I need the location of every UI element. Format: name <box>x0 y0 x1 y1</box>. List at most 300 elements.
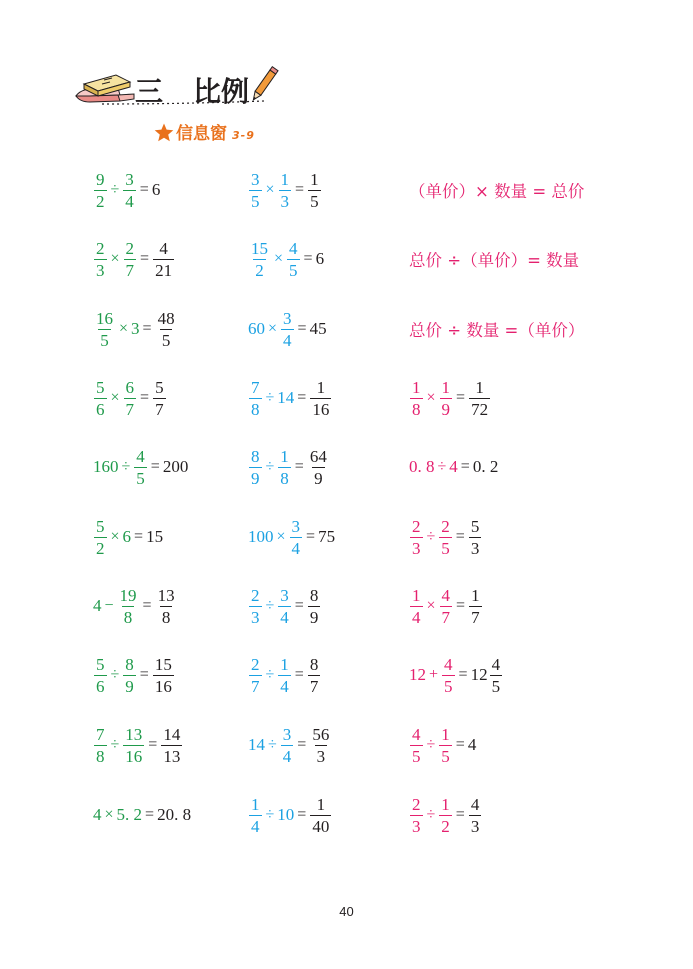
denominator: 8 <box>280 468 289 488</box>
operator: ÷ <box>426 736 436 753</box>
numerator: 3 <box>125 169 134 189</box>
fraction <box>439 726 452 765</box>
equation <box>409 299 584 359</box>
equation <box>93 437 189 497</box>
equation <box>248 645 321 705</box>
fraction <box>287 240 300 279</box>
answer-fraction <box>310 379 331 418</box>
equals-sign: = <box>297 736 307 753</box>
word-equation: （单价）× 数量 = 总价 <box>409 182 585 201</box>
denominator: 3 <box>251 607 260 627</box>
numerator: 1 <box>310 169 319 189</box>
equals-sign: = <box>294 458 304 475</box>
equation <box>93 229 175 289</box>
denominator: 5 <box>310 191 319 211</box>
number: 100 <box>248 527 274 546</box>
operator: ÷ <box>121 458 131 475</box>
numerator: 64 <box>309 446 327 466</box>
equals-sign: = <box>455 736 465 753</box>
answer-value: 75 <box>318 527 336 546</box>
number: 3 <box>131 319 140 338</box>
numerator: 1 <box>251 794 260 814</box>
numerator: 1 <box>280 654 289 674</box>
answer-value: 20. 8 <box>157 805 192 824</box>
equals-sign: = <box>458 666 468 683</box>
numerator: 4 <box>136 446 145 466</box>
equals-sign: = <box>139 666 149 683</box>
equals-sign: = <box>306 528 316 545</box>
numerator: 1 <box>316 794 326 814</box>
number: 4 <box>93 805 102 824</box>
numerator: 15 <box>251 238 268 258</box>
operator: ÷ <box>265 389 275 406</box>
numerator: 1 <box>316 377 326 397</box>
equals-sign: = <box>297 806 307 823</box>
denominator: 6 <box>96 399 105 419</box>
answer-fraction <box>153 656 174 695</box>
fraction <box>440 379 453 418</box>
denominator: 13 <box>163 746 181 766</box>
denominator: 8 <box>123 607 133 627</box>
numerator: 5 <box>155 377 164 397</box>
equals-sign: = <box>145 806 155 823</box>
denominator: 3 <box>470 816 480 836</box>
fraction <box>249 796 262 835</box>
numerator: 13 <box>157 585 175 605</box>
denominator: 5 <box>161 330 171 350</box>
equals-sign: = <box>148 736 158 753</box>
number: 10 <box>277 805 295 824</box>
numerator: 1 <box>441 724 450 744</box>
numerator: 15 <box>154 654 172 674</box>
denominator: 7 <box>471 607 480 627</box>
denominator: 16 <box>312 399 330 419</box>
equation <box>409 229 579 289</box>
answer-fraction <box>161 726 182 765</box>
answer-value: 45 <box>309 319 327 338</box>
denominator: 5 <box>441 538 450 558</box>
operator: × <box>110 250 120 267</box>
numerator: 4 <box>444 654 453 674</box>
fraction <box>94 656 107 695</box>
denominator: 8 <box>161 607 171 627</box>
numerator: 7 <box>251 377 260 397</box>
answer-fraction <box>490 656 503 695</box>
equals-sign: = <box>142 597 152 614</box>
answer-value: 200 <box>162 457 189 476</box>
number: 6 <box>122 527 132 546</box>
exercise-row <box>0 368 693 428</box>
fraction <box>249 240 270 279</box>
answer-fraction <box>469 518 482 557</box>
denominator: 7 <box>309 676 319 696</box>
fraction <box>442 656 455 695</box>
denominator: 5 <box>441 746 450 766</box>
fraction <box>249 587 262 626</box>
fraction <box>249 171 262 210</box>
numerator: 8 <box>309 654 319 674</box>
equation <box>409 576 483 636</box>
equals-sign: = <box>297 320 307 337</box>
answer-fraction <box>469 796 482 835</box>
denominator: 40 <box>312 816 330 836</box>
word-equation: 总价 ÷ 数量 =（单价） <box>409 321 585 340</box>
exercise-row <box>0 299 693 359</box>
numerator: 3 <box>282 724 292 744</box>
numerator: 2 <box>441 516 450 536</box>
denominator: 3 <box>470 538 480 558</box>
denominator: 5 <box>491 676 501 696</box>
equation <box>248 507 336 567</box>
equals-sign: = <box>455 528 465 545</box>
numerator: 7 <box>96 724 105 744</box>
numerator: 1 <box>475 377 484 397</box>
fraction <box>124 240 137 279</box>
equation <box>409 437 499 497</box>
numerator: 2 <box>125 238 135 258</box>
numerator: 3 <box>280 585 289 605</box>
equation <box>409 160 584 220</box>
equals-sign: = <box>142 320 152 337</box>
denominator: 5 <box>136 468 145 488</box>
fraction <box>278 587 291 626</box>
denominator: 3 <box>280 191 290 211</box>
denominator: 4 <box>291 538 301 558</box>
numerator: 5 <box>470 516 480 536</box>
denominator: 16 <box>154 676 172 696</box>
fraction <box>249 656 262 695</box>
denominator: 4 <box>251 816 260 836</box>
answer-value: 4 <box>467 735 477 754</box>
fraction <box>123 726 144 765</box>
word-equation: 总价 ÷（单价）= 数量 <box>409 251 580 270</box>
denominator: 8 <box>251 399 260 419</box>
equation <box>409 715 477 775</box>
operator: ÷ <box>426 806 436 823</box>
denominator: 9 <box>125 676 134 696</box>
denominator: 2 <box>441 816 450 836</box>
denominator: 7 <box>125 399 135 419</box>
exercise-row <box>0 576 693 636</box>
denominator: 2 <box>255 260 264 280</box>
equals-sign: = <box>150 458 160 475</box>
equals-sign: = <box>460 458 470 475</box>
answer-fraction <box>156 310 177 349</box>
operator: × <box>110 528 120 545</box>
operator: × <box>119 320 129 337</box>
section-title <box>154 119 255 144</box>
answer-fraction <box>469 587 482 626</box>
denominator: 6 <box>96 676 105 696</box>
equation <box>93 299 178 359</box>
equals-sign: = <box>139 181 149 198</box>
operator: ÷ <box>265 597 275 614</box>
equation <box>93 715 183 775</box>
denominator: 3 <box>412 816 421 836</box>
fraction <box>94 240 107 279</box>
fraction <box>94 379 107 418</box>
number: 0. 8 <box>409 457 435 476</box>
answer-fraction <box>308 587 321 626</box>
denominator: 4 <box>282 746 292 766</box>
fraction <box>439 796 452 835</box>
denominator: 5 <box>444 676 453 696</box>
exercise-row <box>0 645 693 705</box>
numerator: 2 <box>251 654 260 674</box>
numerator: 14 <box>163 724 181 744</box>
equals-sign: = <box>140 389 150 406</box>
fraction <box>249 379 262 418</box>
operator: ÷ <box>437 458 447 475</box>
denominator: 4 <box>280 676 289 696</box>
number: 12 <box>409 665 426 684</box>
operator: ÷ <box>426 528 436 545</box>
equation <box>93 785 192 845</box>
equation <box>248 160 322 220</box>
denominator: 4 <box>283 330 292 350</box>
answer-value: 6 <box>315 249 325 268</box>
numerator: 2 <box>412 516 421 536</box>
number: 160 <box>93 457 119 476</box>
equation <box>248 785 332 845</box>
equation <box>409 368 491 428</box>
operator: × <box>276 528 286 545</box>
denominator: 5 <box>412 746 421 766</box>
denominator: 16 <box>125 746 143 766</box>
operator: + <box>429 666 439 683</box>
numerator: 2 <box>96 238 105 258</box>
operator: ÷ <box>110 666 120 683</box>
number: 4 <box>449 457 458 476</box>
operator: × <box>268 320 278 337</box>
number: 4 <box>93 596 102 615</box>
numerator: 2 <box>251 585 260 605</box>
fraction <box>249 448 262 487</box>
equals-sign: = <box>140 250 150 267</box>
operator: × <box>104 806 114 823</box>
chapter-name: 比例 <box>193 75 250 108</box>
equation <box>248 229 325 289</box>
operator: ÷ <box>110 736 120 753</box>
operator: × <box>426 389 436 406</box>
number: 14 <box>277 388 295 407</box>
equals-sign: = <box>456 597 466 614</box>
fraction <box>410 518 423 557</box>
fraction <box>410 726 423 765</box>
numerator: 56 <box>312 724 330 744</box>
fraction <box>94 310 115 349</box>
denominator: 3 <box>96 260 105 280</box>
answer-value: 6 <box>151 180 161 199</box>
numerator: 1 <box>471 585 480 605</box>
equation <box>248 299 328 359</box>
denominator: 4 <box>412 607 421 627</box>
answer-fraction <box>469 379 490 418</box>
fraction <box>439 518 452 557</box>
operator: ÷ <box>268 736 277 753</box>
denominator: 9 <box>441 399 451 419</box>
numerator: 1 <box>412 585 421 605</box>
denominator: 4 <box>280 607 289 627</box>
fraction <box>410 796 423 835</box>
fraction <box>281 310 294 349</box>
chapter-title <box>135 70 249 110</box>
denominator: 21 <box>155 260 173 280</box>
numerator: 1 <box>441 794 450 814</box>
fraction <box>134 448 147 487</box>
denominator: 2 <box>96 538 105 558</box>
numerator: 19 <box>119 585 137 605</box>
answer-fraction <box>308 448 329 487</box>
answer-fraction <box>310 796 331 835</box>
numerator: 13 <box>125 724 143 744</box>
numerator: 1 <box>280 169 290 189</box>
denominator: 8 <box>96 746 105 766</box>
operator: ÷ <box>265 806 275 823</box>
numerator: 3 <box>283 308 292 328</box>
equals-sign: = <box>456 389 466 406</box>
fraction <box>278 448 291 487</box>
numerator: 4 <box>491 654 501 674</box>
numerator: 4 <box>470 794 480 814</box>
denominator: 7 <box>251 676 260 696</box>
denominator: 5 <box>251 191 260 211</box>
operator: × <box>110 389 120 406</box>
equation <box>93 507 164 567</box>
operator: × <box>265 181 275 198</box>
number: 60 <box>248 319 265 338</box>
equals-sign: = <box>303 250 313 267</box>
exercise-row <box>0 437 693 497</box>
numerator: 4 <box>441 585 451 605</box>
numerator: 16 <box>96 308 113 328</box>
equation <box>409 785 482 845</box>
fraction <box>94 518 107 557</box>
exercise-row <box>0 507 693 567</box>
numerator: 48 <box>157 308 175 328</box>
numerator: 1 <box>412 377 421 397</box>
equation <box>248 576 321 636</box>
exercise-row <box>0 160 693 220</box>
answer-fraction <box>310 726 331 765</box>
numerator: 2 <box>412 794 421 814</box>
numerator: 8 <box>309 585 319 605</box>
section-name: 信息窗 <box>176 124 227 144</box>
numerator: 3 <box>291 516 301 536</box>
answer-fraction <box>156 587 177 626</box>
denominator: 7 <box>441 607 451 627</box>
numerator: 8 <box>125 654 134 674</box>
chapter-number: 三 <box>135 75 164 108</box>
number: 5. 2 <box>116 805 143 824</box>
numerator: 5 <box>96 377 105 397</box>
equation <box>409 507 482 567</box>
denominator: 72 <box>471 399 489 419</box>
numerator: 4 <box>412 724 421 744</box>
answer-value: 0. 2 <box>472 457 499 476</box>
exercise-row <box>0 715 693 775</box>
number: 14 <box>248 735 265 754</box>
equals-sign: = <box>294 597 304 614</box>
denominator: 3 <box>316 746 326 766</box>
answer-value: 15 <box>146 527 164 546</box>
exercise-row <box>0 229 693 289</box>
numerator: 9 <box>96 169 105 189</box>
fraction <box>278 656 291 695</box>
denominator: 7 <box>125 260 135 280</box>
denominator: 9 <box>314 468 323 488</box>
denominator: 7 <box>155 399 164 419</box>
operator: − <box>104 597 114 614</box>
fraction <box>94 726 107 765</box>
equation <box>93 368 167 428</box>
operator: ÷ <box>265 666 275 683</box>
equation <box>93 645 175 705</box>
denominator: 9 <box>309 607 319 627</box>
numerator: 1 <box>280 446 289 466</box>
operator: × <box>426 597 436 614</box>
numerator: 5 <box>96 516 105 536</box>
numerator: 4 <box>159 238 168 258</box>
answer-fraction <box>308 171 321 210</box>
answer-value: 12 <box>470 665 488 684</box>
numerator: 8 <box>251 446 260 466</box>
fraction <box>281 726 294 765</box>
fraction <box>123 171 136 210</box>
equals-sign: = <box>297 389 307 406</box>
denominator: 9 <box>251 468 260 488</box>
answer-fraction <box>308 656 321 695</box>
fraction <box>290 518 303 557</box>
fraction <box>440 587 453 626</box>
fraction <box>410 587 423 626</box>
denominator: 3 <box>412 538 421 558</box>
equation <box>248 715 332 775</box>
denominator: 5 <box>289 260 298 280</box>
answer-fraction <box>153 240 174 279</box>
section-code: 3-9 <box>232 129 255 142</box>
operator: ÷ <box>110 181 120 198</box>
equals-sign: = <box>134 528 144 545</box>
fraction <box>123 656 136 695</box>
denominator: 5 <box>100 330 109 350</box>
exercise-row <box>0 785 693 845</box>
equation <box>93 160 161 220</box>
numerator: 4 <box>289 238 298 258</box>
page-number: 40 <box>339 904 354 919</box>
numerator: 5 <box>96 654 105 674</box>
star-icon <box>154 123 174 142</box>
fraction <box>94 171 107 210</box>
equation <box>248 437 330 497</box>
fraction <box>124 379 137 418</box>
operator: × <box>274 250 284 267</box>
fraction <box>118 587 139 626</box>
denominator: 8 <box>412 399 421 419</box>
answer-fraction <box>153 379 166 418</box>
equation <box>409 645 503 705</box>
denominator: 4 <box>125 191 134 211</box>
denominator: 2 <box>96 191 105 211</box>
fraction <box>410 379 423 418</box>
equals-sign: = <box>455 806 465 823</box>
numerator: 3 <box>251 169 260 189</box>
numerator: 1 <box>441 377 451 397</box>
numerator: 6 <box>125 377 135 397</box>
fraction <box>279 171 292 210</box>
operator: ÷ <box>265 458 275 475</box>
equation <box>93 576 178 636</box>
